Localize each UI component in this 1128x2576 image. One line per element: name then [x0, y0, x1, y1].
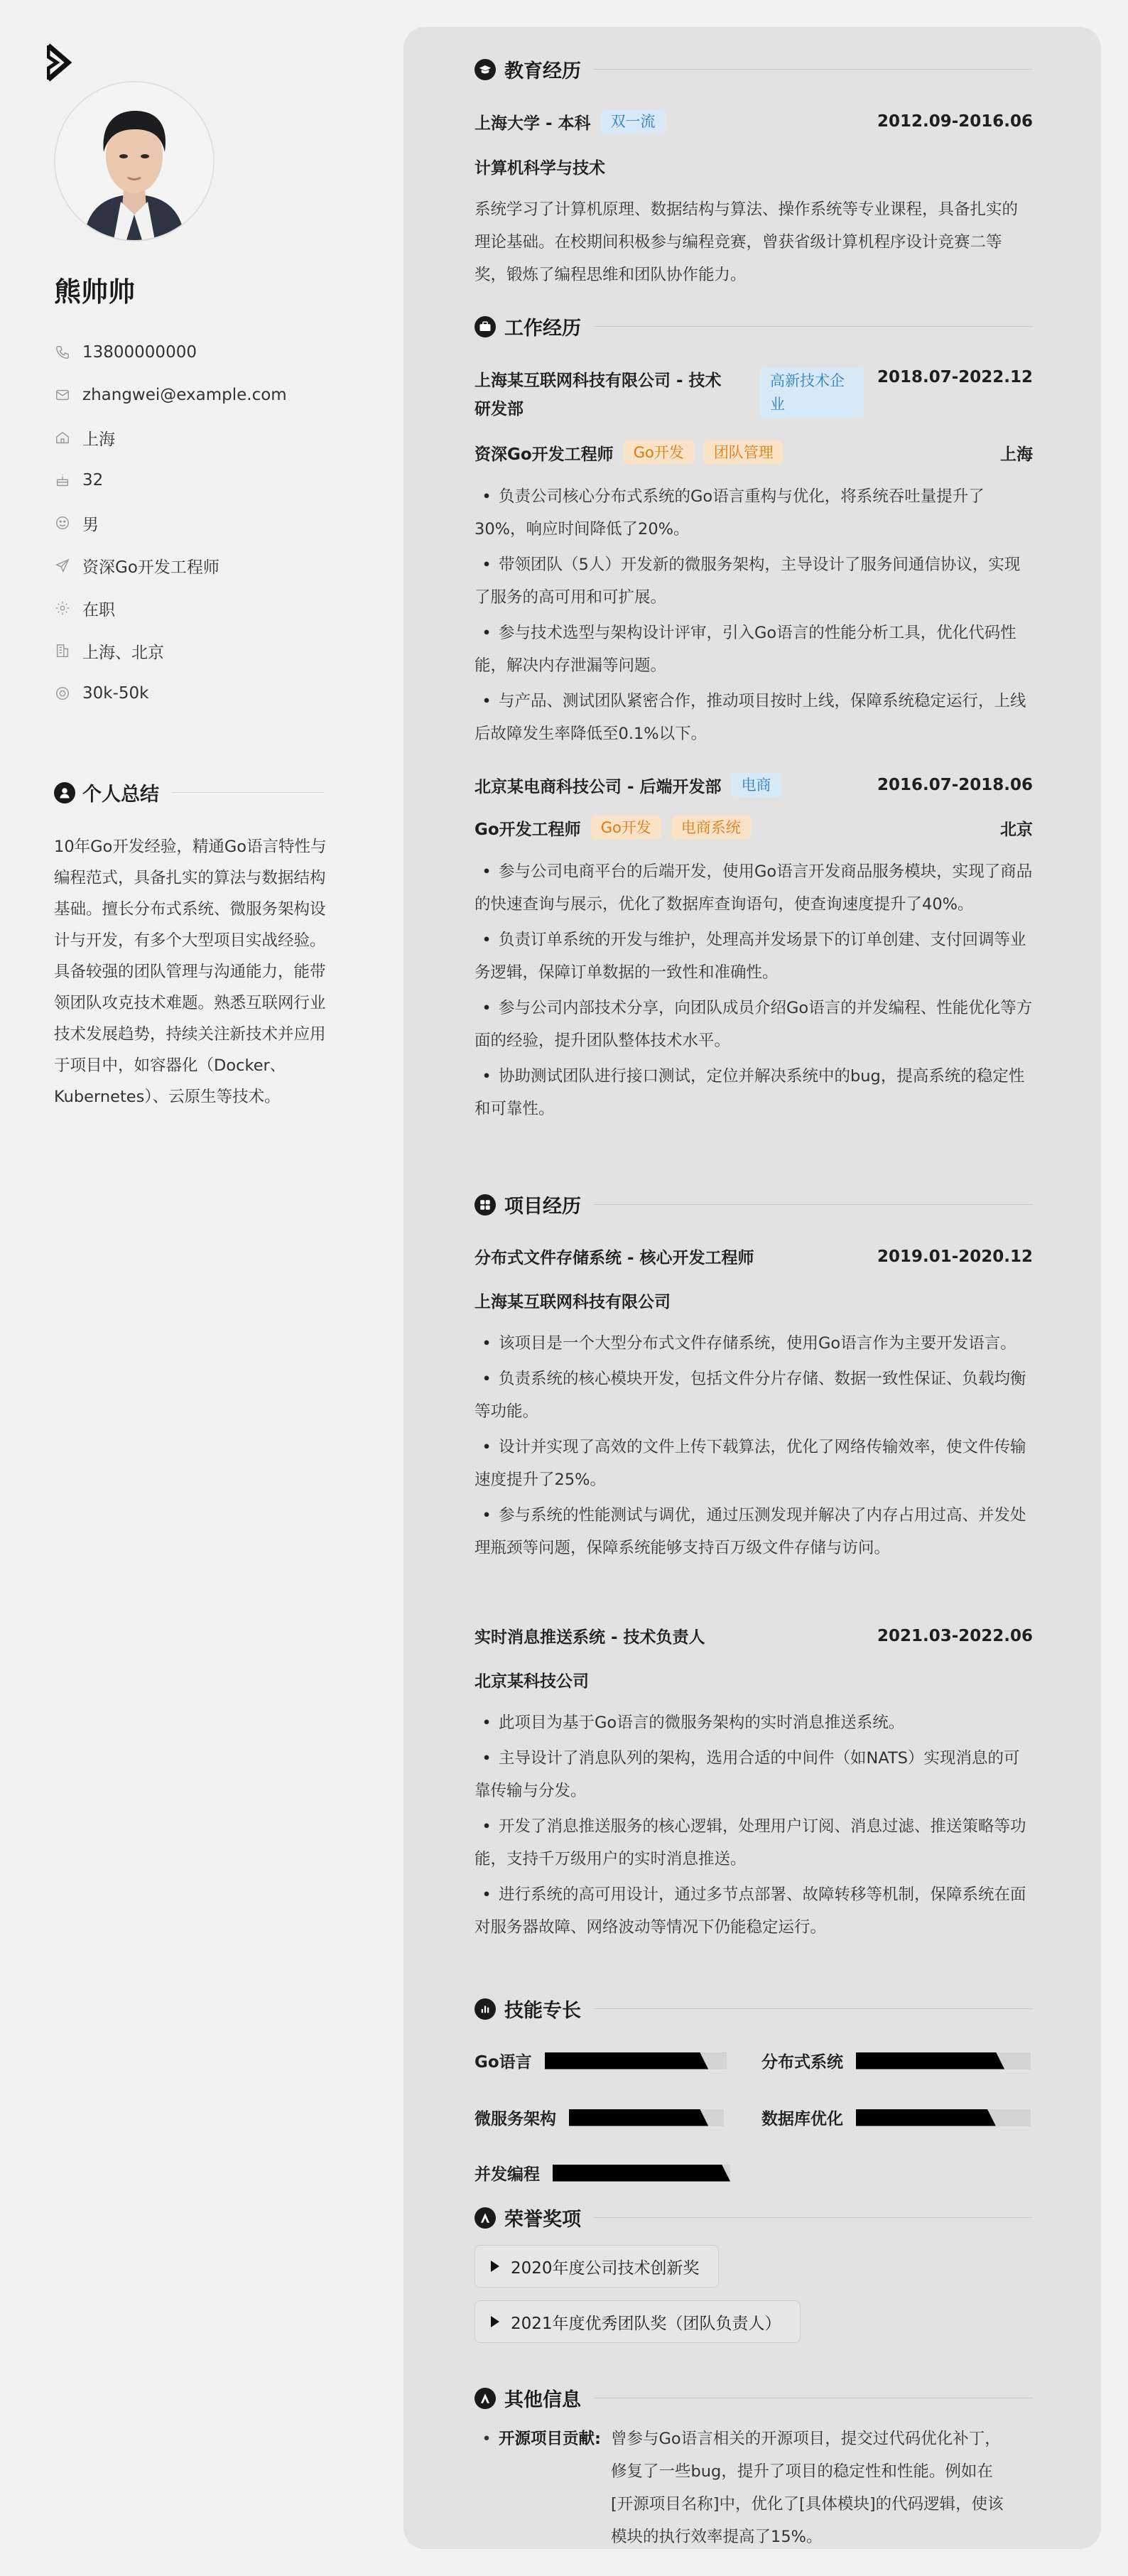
info-city	[54, 416, 287, 459]
list-item: • 此项目为基于Go语言的微服务架构的实时消息推送系统。	[474, 1706, 1033, 1739]
divider	[594, 69, 1033, 70]
others-heading	[474, 2384, 1033, 2412]
project-2-org: 北京某科技公司	[474, 1672, 589, 1691]
project-2-bullets	[474, 1706, 1033, 1947]
education-desc: 系统学习了计算机原理、数据结构与算法、操作系统等专业课程，具备扎实的理论基础。在校期间积极参与编程竞赛，曾获省级计算机程序设计竞赛二等奖，锻炼了编程思维和团队协作能力。	[474, 200, 1019, 284]
summary-heading	[54, 779, 324, 806]
cake-icon	[54, 472, 71, 489]
job-2-company-row	[474, 773, 1033, 797]
skill-bar	[856, 2109, 1031, 2126]
list-item: • 参与公司内部技术分享，向团队成员介绍Go语言的并发编程、性能优化等方面的经验，提升团队整体技术水平。	[474, 992, 1033, 1057]
skill-bar-fill	[856, 2052, 1004, 2069]
info-status	[54, 587, 287, 629]
bar-chart-icon	[474, 1998, 496, 2020]
graduation-cap-icon	[474, 59, 496, 80]
award-text: 2021年度优秀团队奖（团队负责人）	[511, 2314, 781, 2333]
list-item: • 参与系统的性能测试与调优，通过压测发现并解决了内存占用过高、并发处理瓶颈等问题，保障系统能够支持百万级文件存储与访问。	[474, 1499, 1033, 1564]
list-item: • 设计并实现了高效的文件上传下载算法，优化了网络传输效率，使文件传输速度提升了25%。	[474, 1431, 1033, 1496]
others-title: 其他信息	[504, 2389, 581, 2411]
skill-bar	[569, 2109, 724, 2126]
education-tag: 双一流	[601, 109, 666, 134]
bullet: •	[482, 2430, 492, 2448]
list-item: • 带领团队（5人）开发新的微服务架构，主导设计了服务间通信协议，实现了服务的高可用和可扩展。	[474, 548, 1033, 614]
skill-name: 微服务架构	[474, 2110, 556, 2128]
work-title: 工作经历	[504, 318, 581, 340]
info-position	[54, 544, 287, 587]
skill-bar-fill	[569, 2109, 708, 2126]
job-2-date: 2016.07-2018.06	[877, 776, 1033, 794]
list-item: • 该项目是一个大型分布式文件存储系统，使用Go语言作为主要开发语言。	[474, 1327, 1033, 1360]
work-heading	[474, 313, 1033, 340]
other-key: 开源项目贡献:	[499, 2430, 601, 2448]
other-value	[611, 2423, 1004, 2553]
education-date: 2012.09-2016.06	[877, 112, 1033, 131]
job-1-company	[474, 367, 773, 423]
job-1-role-row	[474, 440, 1033, 465]
other-value-line: 模块的执行效率提高了15%。	[611, 2528, 823, 2546]
list-item: • 进行系统的高可用设计，通过多节点部署、故障转移等机制，保障系统在面对服务器故障、网络波动等情况下仍能稳定运行。	[474, 1878, 1033, 1944]
skills-heading	[474, 1995, 1033, 2023]
skill-bar-fill	[545, 2052, 708, 2069]
project-1-date: 2019.01-2020.12	[877, 1247, 1033, 1266]
info-salary	[54, 672, 287, 715]
info-badge-icon	[474, 2388, 496, 2409]
skill-item	[474, 2161, 730, 2185]
other-item	[474, 2423, 1033, 2553]
home-icon	[54, 429, 71, 446]
info-target-city-text: 上海、北京	[82, 643, 164, 662]
project-1-org: 上海某互联网科技有限公司	[474, 1293, 671, 1311]
phone-icon	[54, 344, 71, 361]
job-1-tag-line2: 业	[770, 396, 785, 413]
job-2-role-tag: Go开发	[591, 816, 661, 840]
job-1-tag-line1: 高新技术企	[770, 372, 845, 389]
skill-bar	[856, 2052, 1031, 2069]
divider	[594, 2217, 1033, 2218]
project-1-bullets	[474, 1327, 1033, 1567]
projects-heading	[474, 1191, 1033, 1218]
project-2-row	[474, 1624, 1033, 1647]
skill-bar	[545, 2052, 727, 2069]
building-icon	[54, 642, 71, 659]
education-major: 计算机科学与技术	[474, 159, 605, 178]
project-2-date: 2021.03-2022.06	[877, 1626, 1033, 1645]
skill-item	[474, 2106, 724, 2129]
skill-item	[474, 2049, 727, 2072]
info-phone	[54, 331, 287, 374]
resume-main-card	[403, 27, 1101, 2549]
skill-bar	[553, 2165, 730, 2182]
award-item[interactable]	[474, 2245, 719, 2288]
other-value-line: 曾参与Go语言相关的开源项目，提交过代码优化补丁，	[611, 2430, 1001, 2448]
grid-icon	[474, 1194, 496, 1216]
info-age	[54, 459, 287, 502]
summary-text: 10年Go开发经验，精通Go语言特性与编程范式，具备扎实的算法与数据结构基础。擅长分布式系统、微服务架构设计与开发，有多个大型项目实战经验。具备较强的团队管理与沟通能力，能带领团队攻克技术难题。熟悉互联网行业技术发展趋势，持续关注新技术并应用于项目中，如容器化（Docker、Kubernetes）、云原生等技术。	[54, 838, 327, 1106]
list-item: • 与产品、测试团队紧密合作，推动项目按时上线，保障系统稳定运行，上线后故障发生率降低至0.1%以下。	[474, 685, 1033, 750]
divider	[594, 2008, 1033, 2009]
job-2-location: 北京	[1000, 820, 1033, 839]
award-text: 2020年度公司技术创新奖	[511, 2258, 700, 2278]
project-2-name: 实时消息推送系统 - 技术负责人	[474, 1628, 705, 1647]
logo-chevron-icon	[47, 43, 72, 82]
info-phone-text: 13800000000	[82, 343, 197, 362]
job-1-location: 上海	[1000, 445, 1033, 464]
skills-title: 技能专长	[504, 2000, 581, 2022]
info-email	[54, 374, 287, 416]
education-school: 上海大学 - 本科	[474, 114, 591, 133]
job-1-company-line1: 上海某互联网科技有限公司 - 技术	[474, 372, 722, 390]
job-2-role-tag: 电商系统	[671, 816, 751, 840]
job-1-role-tag: Go开发	[624, 440, 694, 465]
job-1-bullets	[474, 480, 1033, 753]
job-1-role: 资深Go开发工程师	[474, 445, 614, 464]
play-triangle-icon	[491, 2316, 499, 2327]
face-icon	[54, 514, 71, 531]
award-item[interactable]	[474, 2300, 801, 2343]
skill-name: 分布式系统	[761, 2053, 843, 2072]
education-title: 教育经历	[504, 60, 581, 82]
briefcase-icon	[474, 316, 496, 337]
education-heading	[474, 55, 1033, 83]
awards-title: 荣誉奖项	[504, 2209, 581, 2231]
project-1-name: 分布式文件存储系统 - 核心开发工程师	[474, 1249, 754, 1267]
list-item: • 参与技术选型与架构设计评审，引入Go语言的性能分析工具，优化代码性能，解决内存泄漏等问题。	[474, 617, 1033, 682]
mail-icon	[54, 386, 71, 404]
info-email-text: zhangwei@example.com	[82, 386, 287, 404]
play-triangle-icon	[491, 2261, 499, 2272]
job-2-role-row	[474, 816, 1033, 840]
summary-title: 个人总结	[82, 784, 159, 806]
info-salary-text: 30k-50k	[82, 684, 149, 703]
gear-icon	[54, 600, 71, 617]
info-status-text: 在职	[82, 600, 115, 619]
skill-bar-fill	[553, 2165, 730, 2182]
info-position-text: 资深Go开发工程师	[82, 558, 219, 577]
info-city-text: 上海	[82, 430, 115, 449]
projects-title: 项目经历	[504, 1196, 581, 1218]
education-row	[474, 109, 1033, 134]
user-icon	[54, 782, 75, 803]
award-icon	[474, 2207, 496, 2229]
skill-item	[761, 2049, 1031, 2072]
job-2-company: 北京某电商科技公司 - 后端开发部	[474, 777, 722, 796]
job-2-role: Go开发工程师	[474, 820, 581, 839]
send-icon	[54, 557, 71, 574]
skill-bar-fill	[856, 2109, 996, 2126]
list-item: • 协助测试团队进行接口测试，定位并解决系统中的bug，提高系统的稳定性和可靠性。	[474, 1060, 1033, 1125]
job-2-bullets	[474, 855, 1033, 1128]
coin-icon	[54, 685, 71, 702]
info-target-city	[54, 629, 287, 672]
other-value-line: 修复了一些bug，提升了项目的稳定性和性能。例如在	[611, 2462, 993, 2481]
skill-name: 数据库优化	[761, 2110, 843, 2128]
divider	[172, 792, 324, 793]
info-age-text: 32	[82, 471, 104, 489]
other-value-line: [开源项目名称]中，优化了[具体模块]的代码逻辑，使该	[611, 2495, 1004, 2513]
job-1-role-tag: 团队管理	[704, 440, 783, 465]
avatar	[55, 82, 213, 240]
candidate-name: 熊帅帅	[54, 276, 136, 308]
job-1-company-line2: 研发部	[474, 400, 524, 418]
skill-item	[761, 2106, 1031, 2129]
project-1-row	[474, 1245, 1033, 1268]
list-item: • 主导设计了消息队列的架构，选用合适的中间件（如NATS）实现消息的可靠传输与分发。	[474, 1742, 1033, 1807]
skill-name: Go语言	[474, 2053, 532, 2072]
info-gender	[54, 502, 287, 544]
job-1-company-tag	[760, 368, 864, 418]
divider	[594, 326, 1033, 327]
job-1-date: 2018.07-2022.12	[877, 368, 1033, 386]
divider	[594, 1204, 1033, 1205]
info-gender-text: 男	[82, 515, 99, 534]
list-item: • 负责系统的核心模块开发，包括文件分片存储、数据一致性保证、负载均衡等功能。	[474, 1363, 1033, 1428]
list-item: • 负责订单系统的开发与维护，处理高并发场景下的订单创建、支付回调等业务逻辑，保障订单数据的一致性和准确性。	[474, 924, 1033, 989]
list-item: • 开发了消息推送服务的核心逻辑，处理用户订阅、消息过滤、推送策略等功能，支持千万级用户的实时消息推送。	[474, 1810, 1033, 1876]
awards-heading	[474, 2204, 1033, 2231]
job-2-company-tag: 电商	[732, 773, 781, 797]
list-item: • 参与公司电商平台的后端开发，使用Go语言开发商品服务模块，实现了商品的快速查询与展示，优化了数据库查询语句，使查询速度提升了40%。	[474, 855, 1033, 921]
list-item: • 负责公司核心分布式系统的Go语言重构与优化，将系统吞吐量提升了30%，响应时间降低了20%。	[474, 480, 1033, 546]
skill-name: 并发编程	[474, 2165, 540, 2184]
contact-info-list	[54, 331, 287, 715]
